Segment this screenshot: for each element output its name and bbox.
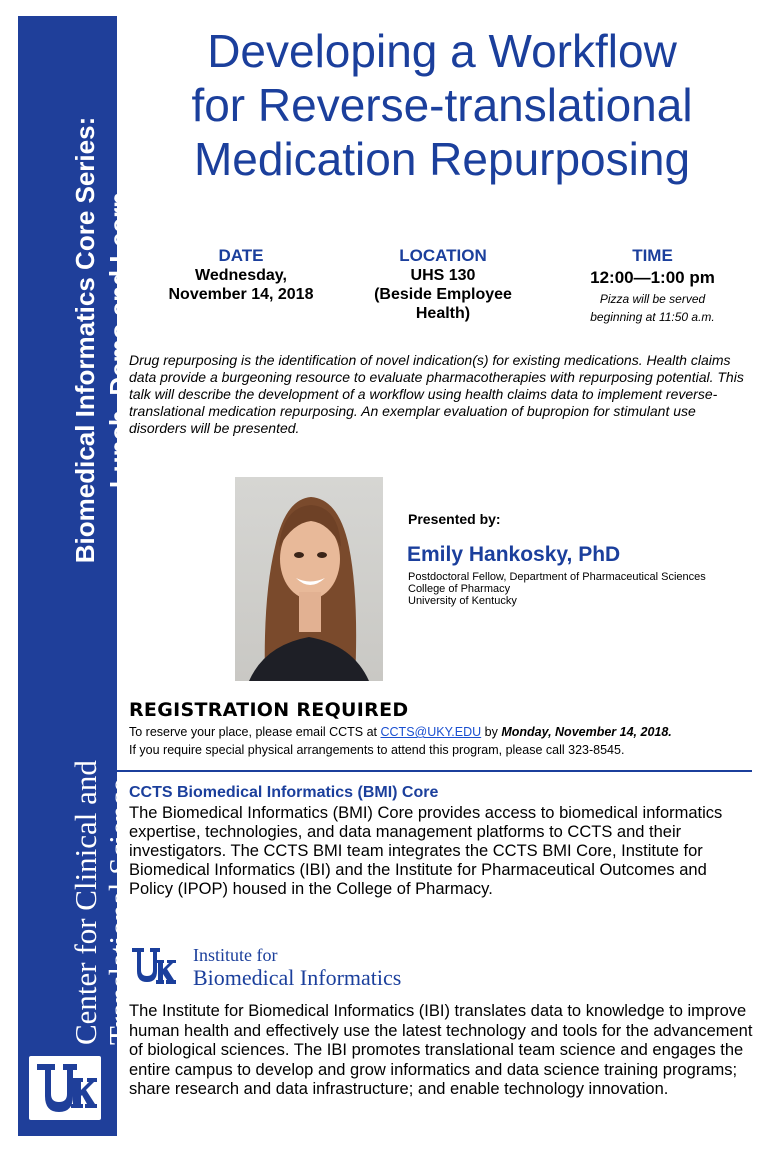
registration-email-link[interactable]: CCTS@UKY.EDU <box>380 725 482 739</box>
time-label: TIME <box>632 246 673 265</box>
accessibility-note: If you require special physical arrangements to attend this program, please call 323-8545. <box>129 743 625 757</box>
ibi-uk-logo-icon <box>130 946 178 986</box>
time-value: 12:00—1:00 pm <box>590 268 715 287</box>
series-title-line2: Lunch, Demo and Learn <box>104 191 134 489</box>
uk-logo-icon <box>27 1052 103 1124</box>
location-block <box>350 246 536 323</box>
bmi-heading: CCTS Biomedical Informatics (BMI) Core <box>129 784 439 801</box>
registration-prefix: To reserve your place, please email CCTS at <box>129 725 381 739</box>
center-name <box>69 665 137 1045</box>
time-block <box>565 246 740 326</box>
registration-deadline: Monday, November 14, 2018. <box>501 725 672 739</box>
ibi-logo-line2: Biomedical Informatics <box>193 965 402 990</box>
presented-by-label: Presented by: <box>408 511 501 527</box>
bmi-description: The Biomedical Informatics (BMI) Core provides access to biomedical informatics expertise, technologies, and data management platforms to CCTS and their investigators. The CCTS BMI team integrates the CCTS BMI Core, Institute for Biomedical Informatics (IBI) and the Institute for Pharmaceutical Outcomes and Policy (IPOP) housed in the College of Pharmacy. <box>129 804 723 898</box>
title-line2: for Reverse-translational <box>191 79 693 131</box>
ibi-logo-line1: Institute for <box>193 945 278 965</box>
location-line3: Health) <box>415 305 471 322</box>
registration-mid: by <box>481 725 502 739</box>
presenter-portrait-icon <box>235 477 383 681</box>
registration-instructions <box>129 725 672 739</box>
presenter-details <box>408 571 758 607</box>
date-line1: Wednesday, <box>195 267 287 284</box>
section-divider <box>117 770 752 772</box>
location-line1: UHS 130 <box>410 267 476 284</box>
time-note-line2: beginning at 11:50 a.m. <box>590 310 715 324</box>
presenter-position: Postdoctoral Fellow, Department of Pharmaceutical Sciences <box>408 571 706 583</box>
poster-title <box>122 24 762 186</box>
center-name-line1: Center for Clinical and <box>68 760 103 1045</box>
center-name-line2: Translational Science <box>102 778 137 1045</box>
date-line2: November 14, 2018 <box>168 286 314 303</box>
title-line3: Medication Repurposing <box>193 133 691 185</box>
title-line1: Developing a Workflow <box>207 25 677 77</box>
presenter-photo <box>235 477 383 681</box>
location-line2: (Beside Employee <box>374 286 512 303</box>
date-label: DATE <box>218 246 264 265</box>
abstract-text: Drug repurposing is the identification of novel indication(s) for existing medications. Health claims data provide a burgeoning resource to evaluate pharmacotherapies with repurposing potential. This talk will describe the development of a workflow using health claims data to implement reverse-translational medication repurposing. An exemplar evaluation of bupropion for stimulant use disorders will be presented. <box>129 352 744 436</box>
time-note-line1: Pizza will be served <box>599 292 706 306</box>
location-label: LOCATION <box>399 246 487 265</box>
presenter-name: Emily Hankosky, PhD <box>407 543 621 566</box>
ibi-description: The Institute for Biomedical Informatics (IBI) translates data to knowledge to improve human health and effectively use the latest technology and tools for the advancement of biological sciences. The IBI promotes translational team science and engages the entire campus to develop and grow informatics and data science training programs; share research and data infrastructure; and enable technology innovation. <box>129 1002 753 1098</box>
registration-heading: REGISTRATION REQUIRED <box>129 699 409 721</box>
series-title-line1: Biomedical Informatics Core Series: <box>70 116 100 564</box>
presenter-college: College of Pharmacy <box>408 583 511 595</box>
date-block <box>148 246 334 304</box>
presenter-university: University of Kentucky <box>408 595 517 607</box>
